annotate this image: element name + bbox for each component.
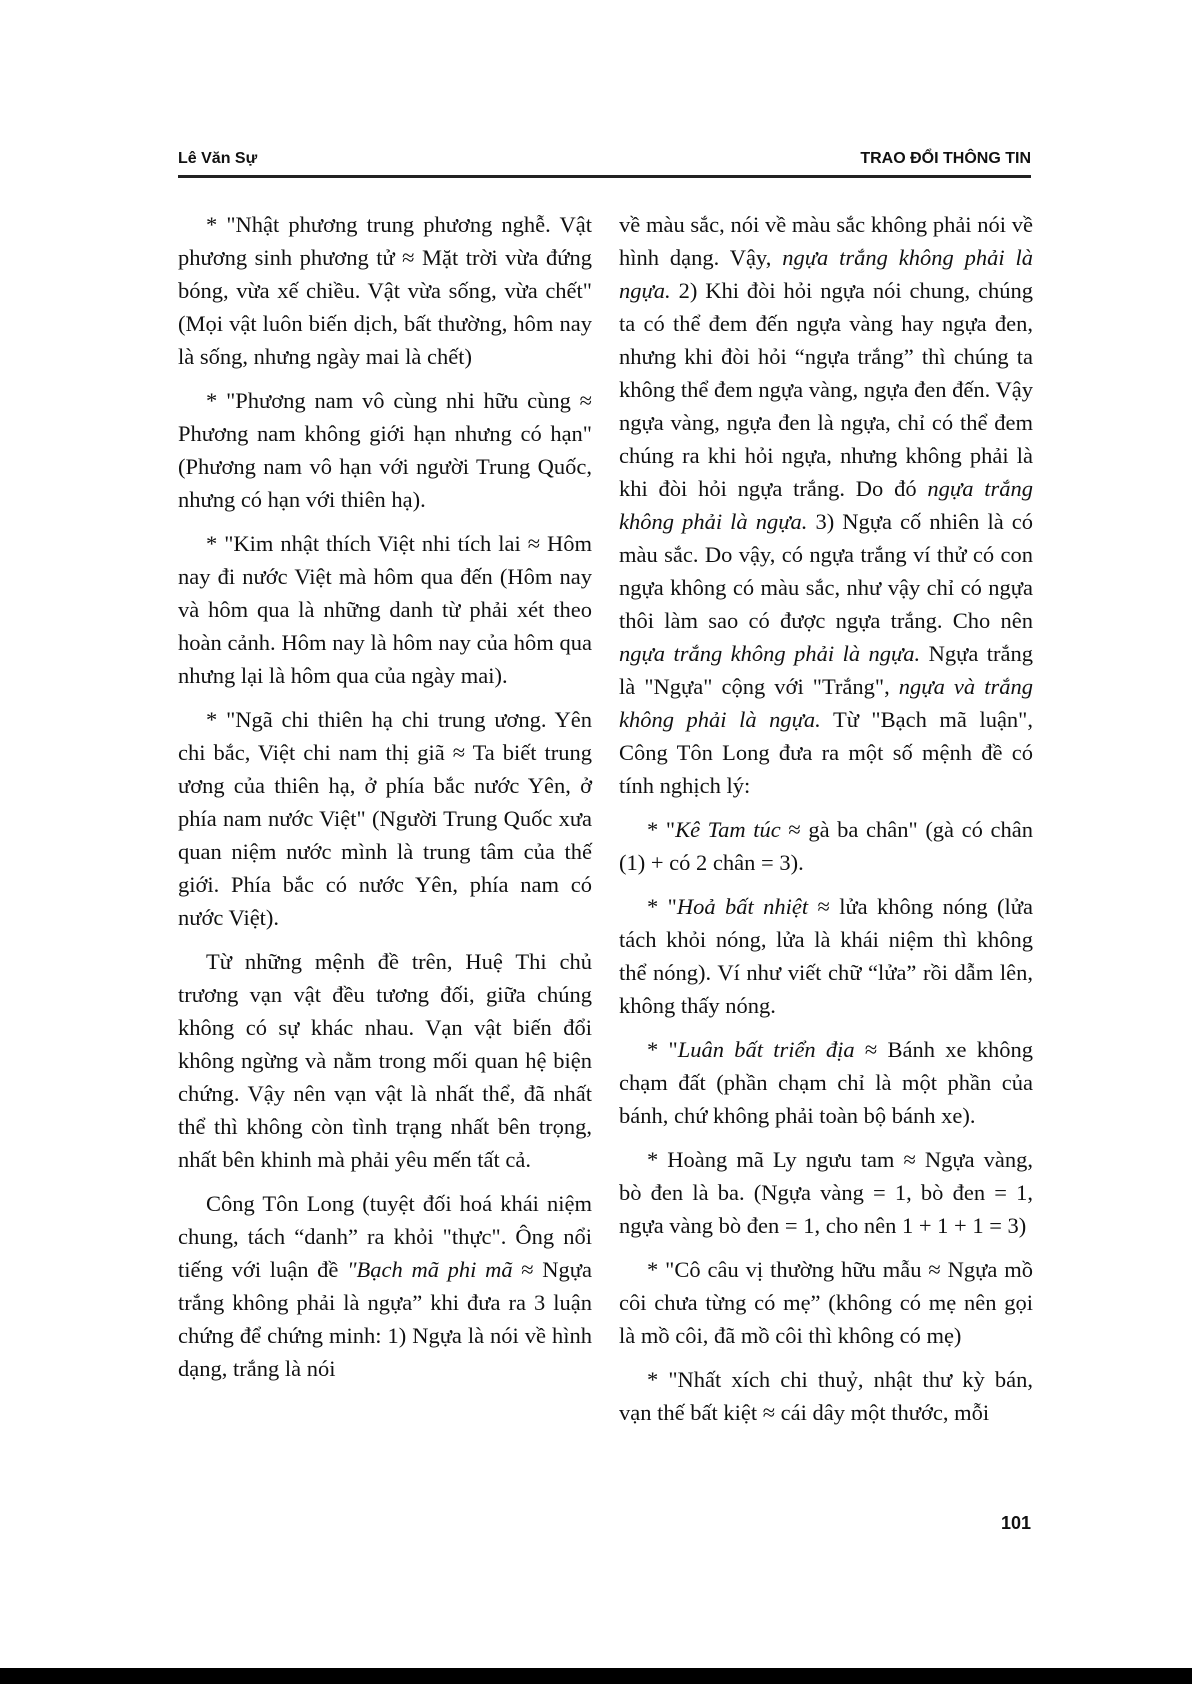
paragraph-continued <box>619 208 1033 802</box>
paradox-item: * Hoàng mã Ly ngưu tam ≈ Ngựa vàng, bò đen là ba. (Ngựa vàng = 1, bò đen = 1, ngựa vàng bò đen = 1, cho nên 1 + 1 + 1 = 3) <box>619 1147 1033 1238</box>
italic-run: Luân bất triển địa <box>677 1037 855 1062</box>
left-column <box>178 208 592 1385</box>
paragraph: * "Kim nhật thích Việt nhi tích lai ≈ Hôm nay đi nước Việt mà hôm qua đến (Hôm nay và hôm qua là những danh từ phải xét theo hoàn cảnh. Hôm nay là hôm nay của hôm qua nhưng lại là hôm qua của ngày mai). <box>178 531 592 688</box>
text-run: Ngựa trắng là "Ngựa" cộng với "Trắng", <box>619 641 1033 699</box>
text-run: * " <box>647 1037 678 1062</box>
paradox-item: * "Cô câu vị thường hữu mẫu ≈ Ngựa mồ côi chưa từng có mẹ” (không có mẹ nên gọi là mồ côi, đã mồ côi thì không có mẹ) <box>619 1257 1033 1348</box>
text-run: ≈ Bánh xe không chạm đất (phần chạm chỉ là một phần của bánh, chứ không phải toàn bộ bánh xe). <box>619 1037 1033 1128</box>
running-header <box>178 148 1031 176</box>
text-run: Công Tôn Long (tuyệt đối hoá khái niệm chung, tách “danh” ra khỏi "thực". Ông nổi tiếng với luận đề <box>178 1191 592 1282</box>
right-column <box>619 208 1033 1429</box>
italic-run: ngựa và trắng không phải là ngựa. <box>619 674 1033 732</box>
paragraph: * "Phương nam vô cùng nhi hữu cùng ≈ Phương nam không giới hạn nhưng có hạn" (Phương nam vô hạn với người Trung Quốc, nhưng có hạn với thiên hạ). <box>178 388 592 512</box>
italic-run: Hoả bất nhiệt <box>676 894 809 919</box>
italic-run: ngựa trắng không phải là ngựa. <box>619 476 1034 534</box>
header-author: Lê Văn Sự <box>178 150 258 167</box>
header-section: TRAO ĐỔI THÔNG TIN <box>860 150 1031 167</box>
paragraph: Từ những mệnh đề trên, Huệ Thi chủ trương vạn vật đều tương đối, giữa chúng không có sự khác nhau. Vạn vật biến đổi không ngừng và nằm trong mối quan hệ biện chứng. Vậy nên vạn vật là nhất thể, đã nhất thể thì không còn tình trạng nhất bên trọng, nhất bên khinh mà phải yêu mến tất cả. <box>178 949 592 1172</box>
paradox-item: * "Nhất xích chi thuỷ, nhật thư kỳ bán, vạn thế bất kiệt ≈ cái dây một thước, mỗi <box>619 1367 1033 1425</box>
text-run: Từ "Bạch mã luận", Công Tôn Long đưa ra một số mệnh đề có tính nghịch lý: <box>619 707 1033 798</box>
paragraph: * "Nhật phương trung phương nghễ. Vật phương sinh phương tử ≈ Mặt trời vừa đứng bóng, vừa xế chiều. Vật vừa sống, vừa chết" (Mọi vật luôn biến dịch, bất thường, hôm nay là sống, nhưng ngày mai là chết) <box>178 212 592 369</box>
italic-run: "Bạch mã phi mã <box>347 1257 513 1282</box>
text-run: * " <box>647 817 676 842</box>
header-rule <box>178 175 1031 178</box>
paradox-item <box>619 1033 1033 1132</box>
text-run: 3) Ngựa cố nhiên là có màu sắc. Do vậy, có ngựa trắng ví thử có con ngựa không có màu sắc, như vậy chỉ có ngựa thôi làm sao có được ngựa trắng. Cho nên <box>619 509 1034 633</box>
text-run: ≈ gà ba chân" (gà có chân (1) + có 2 chân = 3). <box>619 817 1033 875</box>
paradox-item <box>619 813 1033 879</box>
italic-run: ngựa trắng không phải là ngựa. <box>619 641 921 666</box>
paragraph: * "Ngã chi thiên hạ chi trung ương. Yên chi bắc, Việt chi nam thị giã ≈ Ta biết trung ương của thiên hạ, ở phía bắc nước Yên, ở phía nam nước Việt" (Người Trung Quốc xưa quan niệm nước mình là trung tâm của thế giới. Phía bắc có nước Yên, phía nam có nước Việt). <box>178 707 592 930</box>
paragraph <box>178 1187 592 1385</box>
bottom-edge-bar <box>0 1668 1192 1684</box>
text-run: 2) Khi đòi hỏi ngựa nói chung, chúng ta có thể đem đến ngựa vàng hay ngựa đen, nhưng khi đòi hỏi “ngựa trắng” thì chúng ta không thể đem ngựa vàng, ngựa đen đến. Vậy ngựa vàng, ngựa đen là ngựa, chỉ có thể đem chúng ra khi hỏi ngựa, nhưng không phải là khi đòi hỏi ngựa trắng. Do đó <box>619 278 1033 501</box>
text-run: về màu sắc, nói về màu sắc không phải nói về hình dạng. Vậy, <box>619 212 1033 270</box>
paradox-item <box>619 890 1033 1022</box>
page-number: 101 <box>1000 1513 1031 1533</box>
text-run: ≈ Ngựa trắng không phải là ngựa” khi đưa ra 3 luận chứng để chứng minh: 1) Ngựa là nói về hình dạng, trắng là nói <box>178 1257 592 1381</box>
text-run: * " <box>647 894 677 919</box>
text-run: ≈ lửa không nóng (lửa tách khỏi nóng, lửa là khái niệm thì không thể nóng). Ví như viết chữ “lửa” rồi dẫm lên, không thấy nóng. <box>619 894 1033 1018</box>
italic-run: ngựa trắng không phải là ngựa. <box>619 245 1033 303</box>
italic-run: Kê Tam túc <box>675 817 781 842</box>
